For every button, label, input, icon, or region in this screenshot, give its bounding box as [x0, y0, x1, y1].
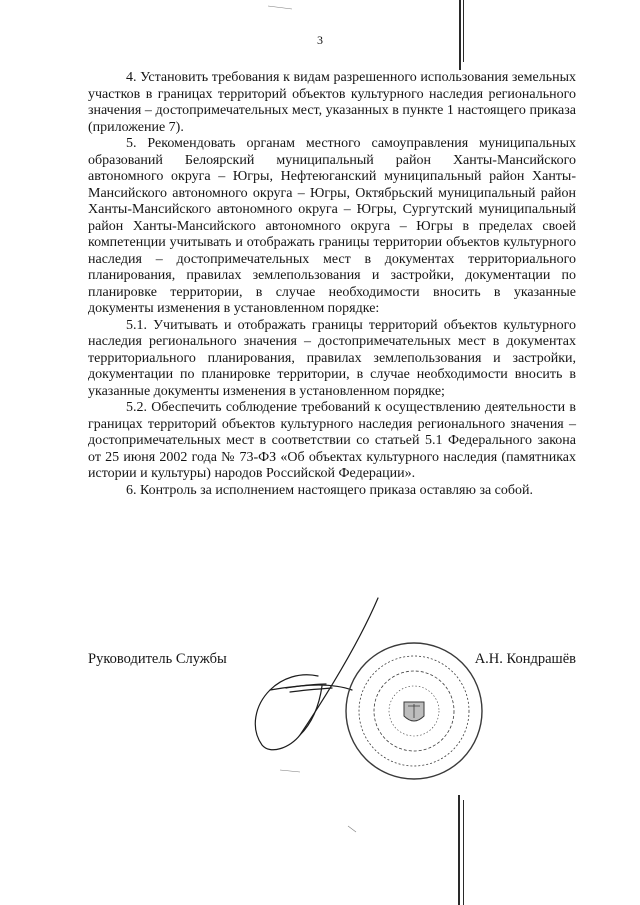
official-stamp-seal — [346, 643, 482, 779]
binding-mark-bottom-2 — [463, 800, 464, 905]
signer-name: А.Н. Кондрашёв — [474, 651, 576, 667]
paragraph-5-1: 5.1. Учитывать и отображать границы территорий объектов культурного наследия регионального значения – достопримечательных мест в документах территориального планирования, правилах землепользования и застройки, документации по планировке территории, в случае необходимости вносить в указанные документы изменения в установленном порядке; — [88, 317, 576, 399]
document-body — [88, 70, 576, 499]
handwritten-signature — [255, 598, 378, 750]
paragraph-6: 6. Контроль за исполнением настоящего приказа оставляю за собой. — [126, 482, 534, 498]
binding-mark-top-2 — [463, 0, 464, 62]
signer-role: Руководитель Службы — [88, 651, 227, 667]
binding-mark-bottom — [458, 795, 460, 905]
paragraph-5: 5. Рекомендовать органам местного самоуправления муниципальных образований Белоярский муниципальный район Ханты-Мансийского автономного округа – Югры, Нефтеюганский муниципальный район Ханты-Мансийского автономного округа – Югры, Октябрьский муниципальный район Ханты-Мансийского автономного округа – Югры, Сургутский муниципальный район Ханты-Мансийского автономного округа – Югры в пределах своей компетенции учитывать и отображать границы территории объектов культурного наследия – достопримечательных мест в документах территориального планирования, правилах землепользования и застройки, документации по планировке территории, в случае необходимости вносить в указанные документы изменения в установленном порядке: — [88, 136, 576, 316]
paragraph-5-2: 5.2. Обеспечить соблюдение требований к осуществлению деятельности в границах территорий объектов культурного наследия регионального значения – достопримечательных мест в соответствии со статьей 5.1 Федерального закона от 25 июня 2002 года № 73-ФЗ «Об объектах культурного наследия (памятниках истории и культуры) народов Российской Федерации». — [88, 400, 576, 481]
page-number: 3 — [317, 33, 323, 47]
paragraph-4: 4. Установить требования к видам разрешенного использования земельных участков в границах территорий объектов культурного наследия регионального значения – достопримечательных мест, указанных в пункте 1 настоящего приказа (приложение 7). — [88, 70, 576, 135]
